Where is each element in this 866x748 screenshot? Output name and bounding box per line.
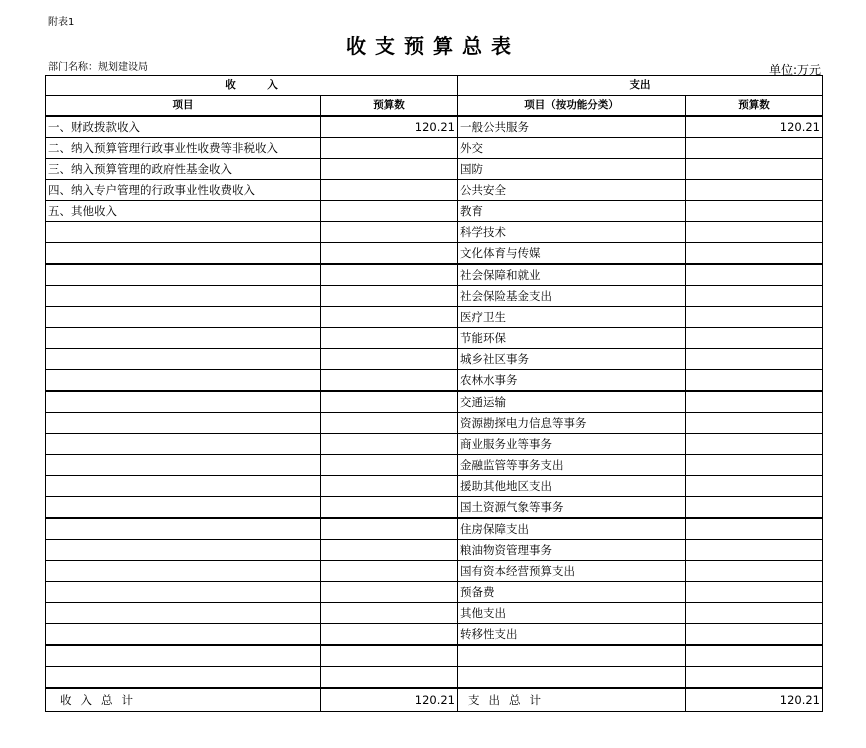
income-item-cell [46,561,321,582]
income-budget-cell [321,497,458,519]
income-item-cell [46,370,321,392]
budget-summary-table [45,75,823,712]
table-row [46,180,823,201]
expense-budget-cell [686,243,823,265]
table-row [46,370,823,392]
total-row [46,688,823,712]
table-row [46,497,823,519]
income-item-cell [46,434,321,455]
income-budget-cell [321,603,458,624]
expense-budget-cell [686,497,823,519]
income-budget-cell [321,645,458,667]
income-item-cell: 四、纳入专户管理的行政事业性收费收入 [46,180,321,201]
expense-budget-cell [686,518,823,540]
expense-item-cell: 住房保障支出 [458,518,686,540]
table-row [46,391,823,413]
department-name: 部门名称：规划建设局 [48,62,148,73]
expense-budget-header: 预算数 [686,96,823,117]
expense-item-cell: 医疗卫生 [458,307,686,328]
table-row [46,582,823,603]
table-row [46,264,823,286]
expense-item-cell: 社会保障和就业 [458,264,686,286]
expense-total-value: 120.21 [686,688,823,712]
expense-budget-cell [686,286,823,307]
table-row [46,624,823,646]
table-row [46,455,823,476]
expense-item-cell: 国有资本经营预算支出 [458,561,686,582]
income-item-cell [46,540,321,561]
expense-item-cell: 外交 [458,138,686,159]
income-item-cell [46,624,321,646]
table-row [46,222,823,243]
income-budget-cell [321,243,458,265]
income-item-cell [46,264,321,286]
table-row [46,540,823,561]
expense-budget-cell [686,476,823,497]
income-item-cell [46,222,321,243]
table-row [46,434,823,455]
income-budget-cell [321,264,458,286]
income-item-cell [46,476,321,497]
expense-item-cell [458,667,686,689]
expense-budget-cell [686,180,823,201]
expense-budget-cell [686,159,823,180]
expense-item-cell: 国防 [458,159,686,180]
expense-budget-cell [686,349,823,370]
expense-budget-cell [686,624,823,646]
expense-item-cell: 农林水事务 [458,370,686,392]
income-item-cell: 五、其他收入 [46,201,321,222]
table-row [46,413,823,434]
income-item-cell [46,349,321,370]
expense-budget-cell [686,645,823,667]
table-row [46,307,823,328]
expense-budget-cell [686,264,823,286]
table-row [46,603,823,624]
expense-item-cell: 其他支出 [458,603,686,624]
expense-budget-cell [686,561,823,582]
income-item-cell [46,328,321,349]
income-budget-cell [321,455,458,476]
income-budget-cell [321,667,458,689]
expense-item-cell: 节能环保 [458,328,686,349]
table-row [46,561,823,582]
expense-item-cell: 资源勘探电力信息等事务 [458,413,686,434]
expense-budget-cell [686,434,823,455]
income-item-cell: 三、纳入预算管理的政府性基金收入 [46,159,321,180]
income-budget-cell [321,540,458,561]
expense-budget-cell [686,391,823,413]
income-item-cell [46,603,321,624]
income-item-cell [46,307,321,328]
table-row [46,645,823,667]
expense-budget-cell [686,222,823,243]
table-row [46,243,823,265]
income-item-cell: 二、纳入预算管理行政事业性收费等非税收入 [46,138,321,159]
table-row [46,138,823,159]
expense-item-cell: 一般公共服务 [458,116,686,138]
income-item-cell [46,518,321,540]
expense-budget-cell [686,667,823,689]
income-budget-cell [321,391,458,413]
income-budget-cell [321,180,458,201]
expense-item-cell: 文化体育与传媒 [458,243,686,265]
income-total-label: 收入总计 [46,688,321,712]
expense-item-cell: 粮油物资管理事务 [458,540,686,561]
expense-budget-cell [686,328,823,349]
table-row [46,518,823,540]
income-item-cell [46,243,321,265]
table-row [46,116,823,138]
table-row [46,286,823,307]
income-budget-cell [321,476,458,497]
expense-item-cell: 社会保险基金支出 [458,286,686,307]
expense-item-header: 项目（按功能分类） [458,96,686,117]
income-budget-cell [321,413,458,434]
table-row [46,349,823,370]
appendix-label: 附表1 [48,17,75,28]
expense-item-cell: 国土资源气象等事务 [458,497,686,519]
unit-label: 单位:万元 [768,63,821,77]
income-budget-cell [321,201,458,222]
income-budget-cell: 120.21 [321,116,458,138]
income-budget-cell [321,159,458,180]
income-item-cell [46,286,321,307]
income-item-cell: 一、财政拨款收入 [46,116,321,138]
expense-item-cell: 援助其他地区支出 [458,476,686,497]
page-title: 收支预算总表 [346,34,520,58]
income-item-cell [46,455,321,476]
expense-budget-cell [686,582,823,603]
expense-item-cell: 教育 [458,201,686,222]
column-header-row [46,96,823,117]
table-row [46,201,823,222]
expense-section-header: 支出 [458,76,823,96]
income-budget-cell [321,138,458,159]
expense-item-cell: 商业服务业等事务 [458,434,686,455]
income-budget-cell [321,518,458,540]
income-item-cell [46,497,321,519]
income-budget-cell [321,434,458,455]
income-budget-cell [321,370,458,392]
income-budget-cell [321,582,458,603]
income-budget-cell [321,222,458,243]
expense-item-cell: 城乡社区事务 [458,349,686,370]
expense-item-cell: 转移性支出 [458,624,686,646]
income-budget-header: 预算数 [321,96,458,117]
table-row [46,667,823,689]
expense-budget-cell [686,370,823,392]
expense-budget-cell [686,540,823,561]
income-item-cell [46,413,321,434]
income-total-value: 120.21 [321,688,458,712]
expense-item-cell: 公共安全 [458,180,686,201]
expense-budget-cell [686,307,823,328]
income-item-cell [46,667,321,689]
income-budget-cell [321,307,458,328]
income-budget-cell [321,286,458,307]
expense-budget-cell [686,603,823,624]
table-row [46,159,823,180]
income-budget-cell [321,561,458,582]
table-row [46,476,823,497]
section-header-row [46,76,823,96]
expense-total-label: 支出总计 [458,688,686,712]
income-budget-cell [321,624,458,646]
income-item-header: 项目 [46,96,321,117]
income-budget-cell [321,349,458,370]
expense-item-cell: 科学技术 [458,222,686,243]
expense-budget-cell [686,455,823,476]
income-item-cell [46,391,321,413]
expense-budget-cell [686,138,823,159]
income-item-cell [46,582,321,603]
table-row [46,328,823,349]
expense-budget-cell [686,413,823,434]
expense-budget-cell [686,201,823,222]
expense-item-cell [458,645,686,667]
income-item-cell [46,645,321,667]
expense-budget-cell: 120.21 [686,116,823,138]
expense-item-cell: 交通运输 [458,391,686,413]
expense-item-cell: 金融监管等事务支出 [458,455,686,476]
income-section-header: 收 入 [46,76,458,96]
income-budget-cell [321,328,458,349]
expense-item-cell: 预备费 [458,582,686,603]
